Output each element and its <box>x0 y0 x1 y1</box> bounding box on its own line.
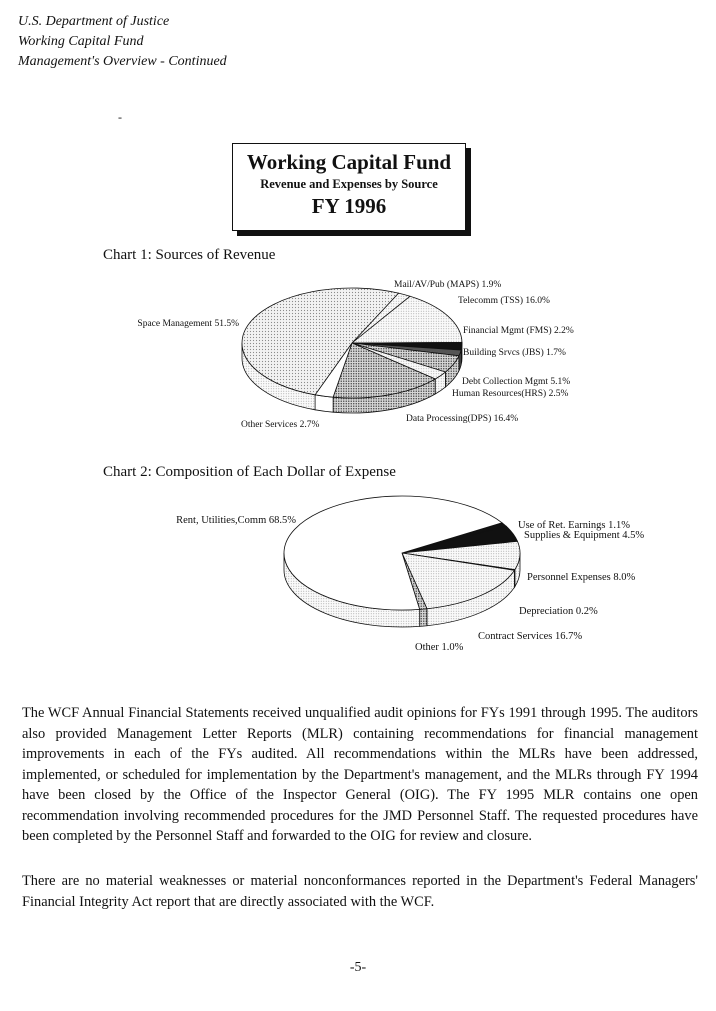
stray-mark: - <box>118 110 122 124</box>
c2-label-depreciation: Depreciation 0.2% <box>519 606 598 617</box>
document-header <box>18 12 227 72</box>
c1-label-human-resources-hrs: Human Resources(HRS) 2.5% <box>452 389 569 399</box>
header-agency: U.S. Department of Justice <box>18 14 170 29</box>
c1-label-other-services: Other Services 2.7% <box>241 420 320 430</box>
c1-label-building-srvcs-jbs: Building Srvcs (JBS) 1.7% <box>463 348 566 358</box>
c2-label-personnel-expenses: Personnel Expenses 8.0% <box>527 572 636 583</box>
c1-label-data-processing-dps: Data Processing(DPS) 16.4% <box>406 414 519 424</box>
chart1-title: Chart 1: Sources of Revenue <box>103 247 276 263</box>
c1-label-debt-collection-mgmt: Debt Collection Mgmt 5.1% <box>462 377 571 387</box>
c1-label-space-management: Space Management 51.5% <box>137 319 239 329</box>
title-box <box>232 143 466 231</box>
chart1-revenue-pie <box>0 270 716 440</box>
c1-wall-other-services <box>315 395 333 412</box>
title-box-title: Working Capital Fund <box>246 150 452 174</box>
c2-label-supplies-equipment: Supplies & Equipment 4.5% <box>524 530 645 541</box>
c2-label-contract-services: Contract Services 16.7% <box>478 631 583 642</box>
c1-label-telecomm-tss: Telecomm (TSS) 16.0% <box>458 296 550 306</box>
c2-label-other: Other 1.0% <box>415 642 464 653</box>
chart2-expense-pie <box>0 490 716 660</box>
c1-label-mail-av-pub-maps: Mail/AV/Pub (MAPS) 1.9% <box>394 280 502 290</box>
chart2-title: Chart 2: Composition of Each Dollar of Expense <box>103 464 396 480</box>
fmfia-paragraph: There are no material weaknesses or material nonconformances reported in the Department's Federal Managers' Financial Integrity Act report that are directly associated with the WCF. <box>22 873 698 910</box>
page-number: -5- <box>349 960 367 975</box>
audit-paragraph: The WCF Annual Financial Statements received unqualified audit opinions for FYs 1991 through 1995. The auditors also provided Management Letter Reports (MLR) containing recommendations for financial management improvements in each of the FYs audited. All recommendations within the MLRs have been addressed, implemented, or scheduled for implementation by the Department's management, and the MLRs through FY 1994 have been closed by the Office of the Inspector General (OIG). The FY 1995 MLR contains one open recommendation involving recommended procedures for the JMD Personnel Staff. The requested procedures have been completed by the Personnel Staff and forwarded to the OIG for review and closure. <box>22 705 698 844</box>
c2-label-use-of-ret-earnings: Use of Ret. Earnings 1.1% <box>518 520 630 531</box>
c2-wall-other <box>420 609 427 627</box>
c2-label-rent-utilities-comm: Rent, Utilities,Comm 68.5% <box>176 515 296 526</box>
title-box-subtitle: Revenue and Expenses by Source <box>260 177 438 191</box>
header-section: Management's Overview - Continued <box>18 54 227 69</box>
title-box-year: FY 1996 <box>311 194 387 218</box>
c1-label-financial-mgmt-fms: Financial Mgmt (FMS) 2.2% <box>463 326 574 336</box>
header-fund: Working Capital Fund <box>18 34 144 49</box>
